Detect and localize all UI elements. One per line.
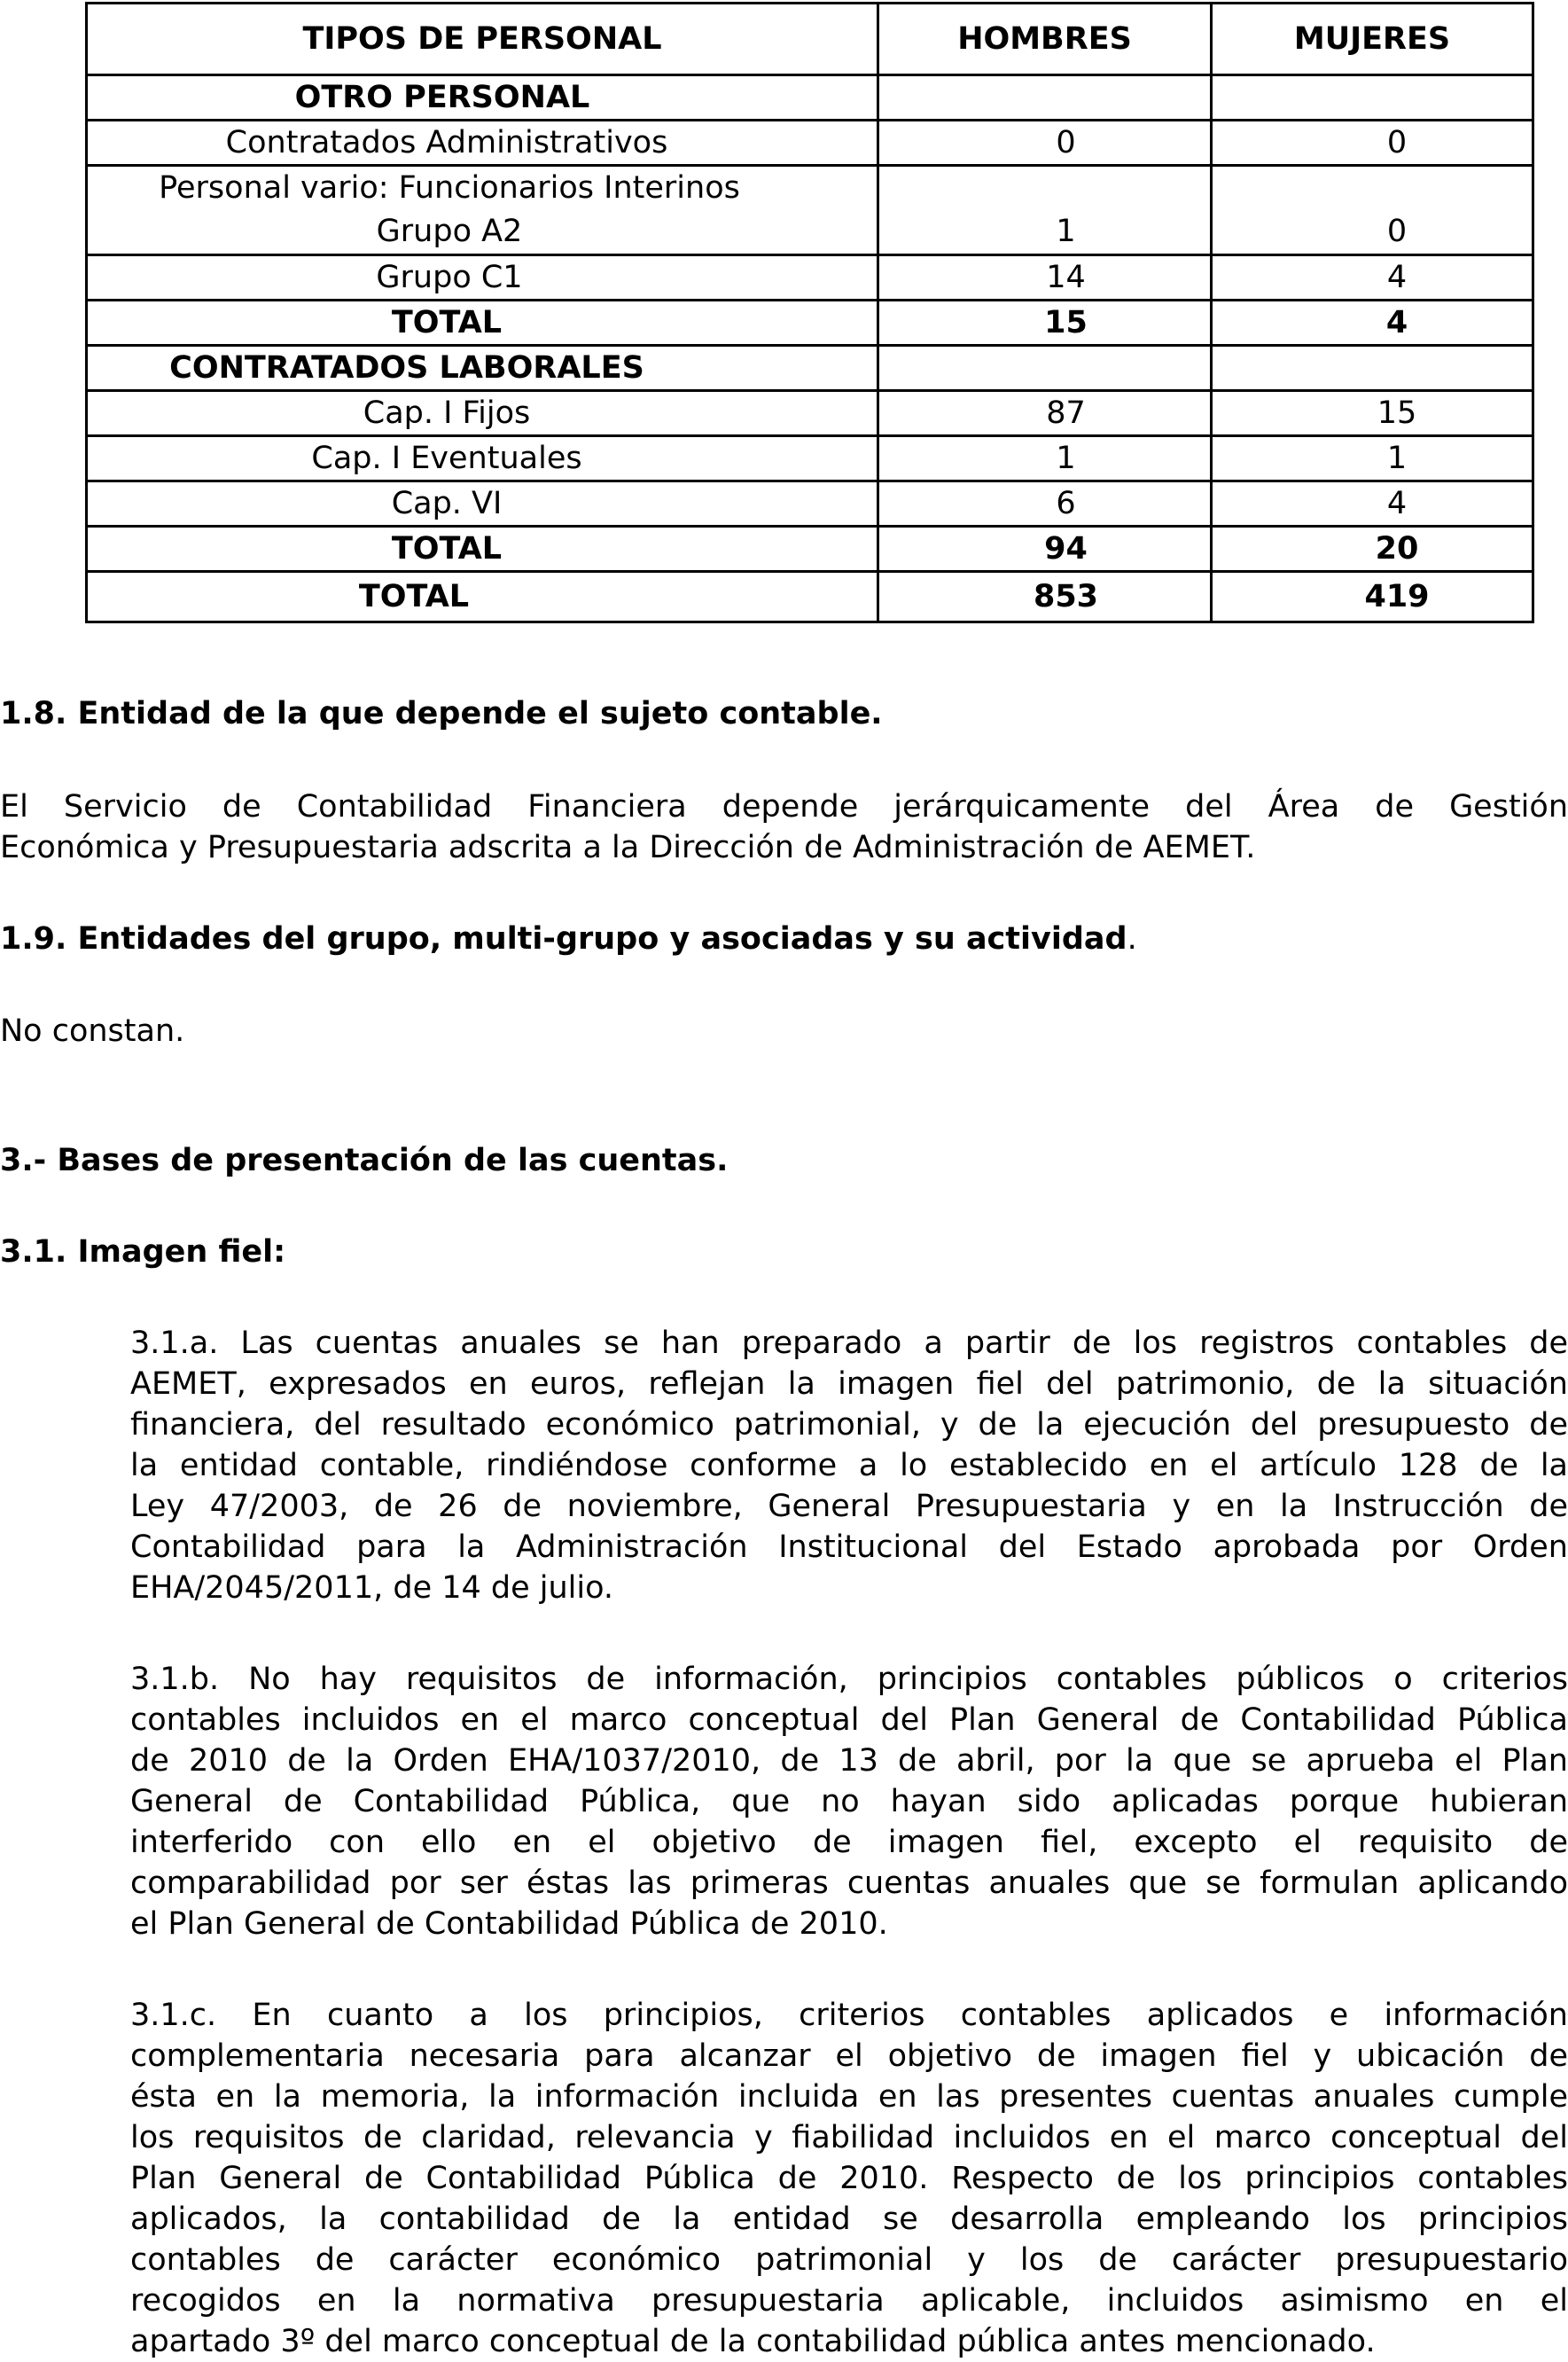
paragraph-3-1-b — [130, 1659, 1568, 1944]
text-line: Contabilidad para la Administración Institucional del Estado aprobada por Orden — [130, 1529, 1568, 1565]
paragraph-3-1-c — [130, 1995, 1568, 2362]
text-line: comparabilidad por ser éstas las primeras cuentas anuales que se formulan aplicando — [130, 1865, 1568, 1901]
table-row — [87, 255, 1533, 301]
cell-mujeres: 4 — [1386, 486, 1408, 521]
section-heading-1-8: 1.8. Entidad de la que depende el sujeto contable. — [0, 696, 883, 731]
table-row — [87, 527, 1533, 572]
cell-mujeres: 15 — [1377, 395, 1417, 431]
cell-mujeres: 0 — [1386, 214, 1408, 249]
text-line: contables de carácter económico patrimonial y los de carácter presupuestario — [130, 2242, 1568, 2278]
text-line: Ley 47/2003, de 26 de noviembre, General Presupuestaria y en la Instrucción de — [130, 1489, 1568, 1524]
text-line: aplicados, la contabilidad de la entidad se desarrolla empleando los principios — [130, 2202, 1568, 2237]
col-header-tipos: TIPOS DE PERSONAL — [87, 4, 878, 75]
section-heading-3-1: 3.1. Imagen fiel: — [0, 1234, 286, 1270]
table-row-grand-total — [87, 572, 1533, 622]
paragraph-1-8 — [0, 786, 1568, 868]
row-label: TOTAL — [391, 531, 503, 567]
cell-hombres: 6 — [1056, 486, 1076, 521]
cell-hombres: 1 — [1056, 441, 1076, 476]
table-row — [87, 166, 1533, 255]
section-heading-1-9 — [0, 919, 1137, 959]
text-line: General de Contabilidad Pública, que no hayan sido aplicadas porque hubieran — [130, 1784, 1568, 1819]
text-line: contables incluidos en el marco conceptual del Plan General de Contabilidad Pública — [130, 1702, 1568, 1738]
text-line: de 2010 de la Orden EHA/1037/2010, de 13 de abril, por la que se aprueba el Plan — [130, 1743, 1568, 1779]
paragraph-1-9: No constan. — [0, 1013, 185, 1049]
table-row — [87, 391, 1533, 436]
text-line: El Servicio de Contabilidad Financiera depende jerárquicamente del Área de Gestión — [0, 789, 1568, 825]
cell-mujeres: 20 — [1375, 531, 1419, 567]
row-label: CONTRATADOS LABORALES — [169, 350, 644, 386]
table-row — [87, 436, 1533, 481]
row-label: Contratados Administrativos — [225, 125, 668, 160]
table-row — [87, 75, 1533, 121]
text-line: 3.1.a. Las cuentas anuales se han preparado a partir de los registros contables de — [130, 1326, 1568, 1361]
table-row — [87, 481, 1533, 527]
col-header-hombres: HOMBRES — [878, 4, 1212, 75]
text-line: interferido con ello en el objetivo de imagen fiel, excepto el requisito de — [130, 1825, 1568, 1860]
cell-mujeres: 0 — [1386, 125, 1408, 160]
row-label: Cap. I Fijos — [363, 395, 531, 431]
text-line: 3.1.c. En cuanto a los principios, criterios contables aplicados e información — [130, 1998, 1568, 2033]
staff-table — [85, 2, 1534, 623]
cell-mujeres: 419 — [1364, 579, 1430, 614]
section-heading-3: 3.- Bases de presentación de las cuentas. — [0, 1143, 729, 1178]
table-row — [87, 121, 1533, 166]
cell-hombres: 87 — [1046, 395, 1086, 431]
cell-mujeres: 4 — [1385, 305, 1408, 340]
text-line: apartado 3º del marco conceptual de la contabilidad pública antes mencionado. — [130, 2324, 1376, 2359]
row-label: Cap. VI — [391, 486, 503, 521]
row-label: OTRO PERSONAL — [294, 80, 590, 115]
cell-hombres: 0 — [1056, 125, 1076, 160]
text-line: los requisitos de claridad, relevancia y fiabilidad incluidos en el marco conceptual del — [130, 2120, 1568, 2155]
text-line: EHA/2045/2011, de 14 de julio. — [130, 1570, 614, 1606]
row-label: Grupo C1 — [376, 260, 523, 295]
cell-mujeres: 1 — [1386, 441, 1408, 476]
cell-hombres: 15 — [1044, 305, 1088, 340]
cell-hombres: 1 — [1056, 214, 1076, 249]
text-line: financiera, del resultado económico patrimonial, y de la ejecución del presupuesto de — [130, 1407, 1568, 1443]
cell-mujeres — [1212, 346, 1533, 391]
text-line: la entidad contable, rindiéndose conforme a lo establecido en el artículo 128 de la — [130, 1448, 1568, 1483]
row-label: Cap. I Eventuales — [311, 441, 582, 476]
text-line: Económica y Presupuestaria adscrita a la Dirección de Administración de AEMET. — [0, 830, 1256, 865]
cell-hombres: 853 — [1033, 579, 1099, 614]
row-label-sub: Grupo A2 — [376, 214, 523, 249]
table-row — [87, 301, 1533, 346]
cell-hombres — [878, 75, 1212, 121]
text-line: el Plan General de Contabilidad Pública de 2010. — [130, 1906, 888, 1942]
table-row — [87, 346, 1533, 391]
text-line: AEMET, expresados en euros, reflejan la imagen fiel del patrimonio, de la situación — [130, 1366, 1568, 1402]
cell-hombres — [878, 346, 1212, 391]
cell-hombres: 94 — [1044, 531, 1088, 567]
col-header-mujeres: MUJERES — [1212, 4, 1533, 75]
text-line: 3.1.b. No hay requisitos de información, principios contables públicos o criterios — [130, 1662, 1568, 1697]
text-line: ésta en la memoria, la información incluida en las presentes cuentas anuales cumple — [130, 2079, 1568, 2115]
text-line: recogidos en la normativa presupuestaria aplicable, incluidos asimismo en el — [130, 2283, 1568, 2319]
row-label: TOTAL — [358, 579, 470, 614]
cell-mujeres — [1212, 75, 1533, 121]
text-line: complementaria necesaria para alcanzar el objetivo de imagen fiel y ubicación de — [130, 2038, 1568, 2074]
heading-period: . — [1127, 921, 1137, 957]
row-label: TOTAL — [391, 305, 503, 340]
paragraph-3-1-a — [130, 1323, 1568, 1608]
cell-mujeres: 4 — [1386, 260, 1408, 295]
table-header-row — [87, 4, 1533, 75]
text-line: Plan General de Contabilidad Pública de 2010. Respecto de los principios contables — [130, 2161, 1568, 2196]
heading-text: 1.9. Entidades del grupo, multi-grupo y asociadas y su actividad — [0, 921, 1127, 957]
row-label: Personal vario: Funcionarios Interinos — [159, 170, 740, 206]
cell-hombres: 14 — [1046, 260, 1086, 295]
